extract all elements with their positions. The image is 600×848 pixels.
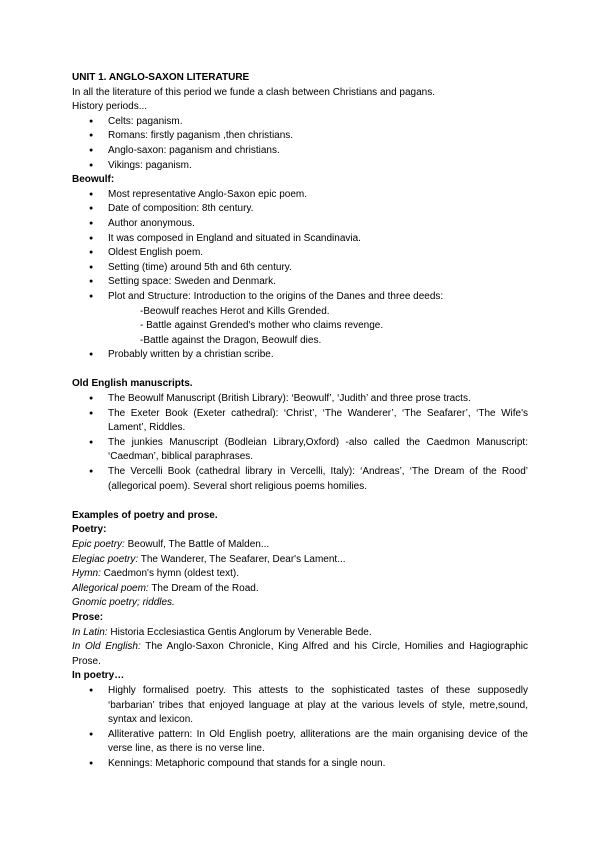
beowulf-list-end [72, 348, 528, 363]
list-item: ● Author anonymous. [72, 217, 528, 232]
in-poetry-heading: In poetry… [72, 670, 125, 682]
poetry-line [72, 596, 528, 611]
poetry-line [72, 553, 528, 568]
list-item: ● The junkies Manuscript (Bodleian Library,Oxford) -also called the Caedmon Manuscript: ‘Caedman’, biblical paraphrases. [72, 436, 528, 465]
poetry-label: Gnomic poetry; riddles. [72, 597, 175, 609]
list-item: ● Date of composition: 8th century. [72, 202, 528, 217]
prose-label: In Latin: [72, 626, 108, 638]
poetry-text: The Wanderer, The Seafarer, Dear's Lament... [138, 553, 346, 565]
deed-line: -Beowulf reaches Herot and Kills Grended. [140, 305, 330, 317]
list-item: ● Vikings: paganism. [72, 159, 528, 174]
prose-text: Historia Ecclesiastica Gentis Anglorum by Venerable Bede. [107, 626, 372, 638]
list-item: ● Setting (time) around 5th and 6th century. [72, 261, 528, 276]
history-periods-list [72, 115, 528, 173]
list-item: ● The Exeter Book (Exeter cathedral): ‘Christ’, ‘The Wanderer’, ‘The Seafarer’, ‘The Wife's Lament’, Riddles. [72, 407, 528, 436]
list-item: ● Probably written by a christian scribe. [72, 348, 528, 363]
in-poetry-list [72, 684, 528, 772]
poetry-line [72, 567, 528, 582]
poetry-label: Epic poetry: [72, 539, 125, 550]
list-item: ● Anglo-saxon: paganism and christians. [72, 144, 528, 159]
prose-line [72, 640, 528, 669]
deed-line: -Battle against the Dragon, Beowulf dies. [140, 334, 322, 346]
list-item: ● The Vercelli Book (cathedral library in Vercelli, Italy): ‘Andreas’, ‘The Dream of the Rood’ (allegorical poem). Several short religious poems homilies. [72, 465, 528, 494]
beowulf-list [72, 188, 528, 305]
list-item: ● Oldest English poem. [72, 246, 528, 261]
beowulf-deeds [72, 305, 528, 349]
history-label: History periods... [72, 101, 148, 113]
list-item: ● Plot and Structure: Introduction to the origins of the Danes and three deeds: [72, 290, 528, 305]
poetry-label: Hymn: [72, 568, 101, 580]
poetry-line [72, 538, 528, 553]
unit-title: UNIT 1. ANGLO-SAXON LITERATURE [72, 72, 250, 83]
list-item: ● Most representative Anglo-Saxon epic poem. [72, 188, 528, 203]
prose-heading: Prose: [72, 611, 104, 623]
prose-label: In Old English: [72, 641, 141, 653]
list-item: ● The Beowulf Manuscript (British Library): ‘Beowulf’, ‘Judith’ and three prose tracts. [72, 392, 528, 407]
poetry-label: Elegiac poetry: [72, 553, 139, 565]
intro-text: In all the literature of this period we funde a clash between Christians and pagans. [72, 86, 435, 98]
list-item: ● Romans: firstly paganism ,then christians. [72, 129, 528, 144]
document-page [72, 71, 528, 772]
list-item: ● It was composed in England and situated in Scandinavia. [72, 232, 528, 247]
prose-text: The Anglo-Saxon Chronicle, King Alfred and his Circle, Homilies and Hagiographic Prose. [72, 641, 528, 667]
beowulf-heading: Beowulf: [72, 174, 115, 186]
deed-line: - Battle against Grended's mother who claims revenge. [140, 320, 384, 332]
manuscripts-heading: Old English manuscripts. [72, 378, 193, 390]
manuscripts-list [72, 392, 528, 494]
list-item: ● Celts: paganism. [72, 115, 528, 130]
list-item: ● Highly formalised poetry. This attests to the sophisticated tastes of these supposedly ‘barbarian’ tribes that enjoyed language at play at the various levels of style, metre,sound, syntax and lexicon. [72, 684, 528, 728]
list-item: ● Alliterative pattern: In Old English poetry, alliterations are the main organising device of the verse line, as there is no verse line. [72, 728, 528, 757]
list-item: ● Kennings: Metaphoric compound that stands for a single noun. [72, 757, 528, 772]
poetry-heading: Poetry: [72, 524, 107, 536]
poetry-text: Beowulf, The Battle of Malden... [124, 539, 270, 550]
list-item: ● Setting space: Sweden and Denmark. [72, 275, 528, 290]
poetry-text: The Dream of the Road. [148, 582, 259, 594]
poetry-label: Allegorical poem: [72, 582, 149, 594]
poetry-line [72, 582, 528, 597]
examples-heading: Examples of poetry and prose. [72, 509, 218, 521]
poetry-text: Caedmon's hymn (oldest text). [100, 568, 239, 580]
prose-line [72, 626, 528, 641]
